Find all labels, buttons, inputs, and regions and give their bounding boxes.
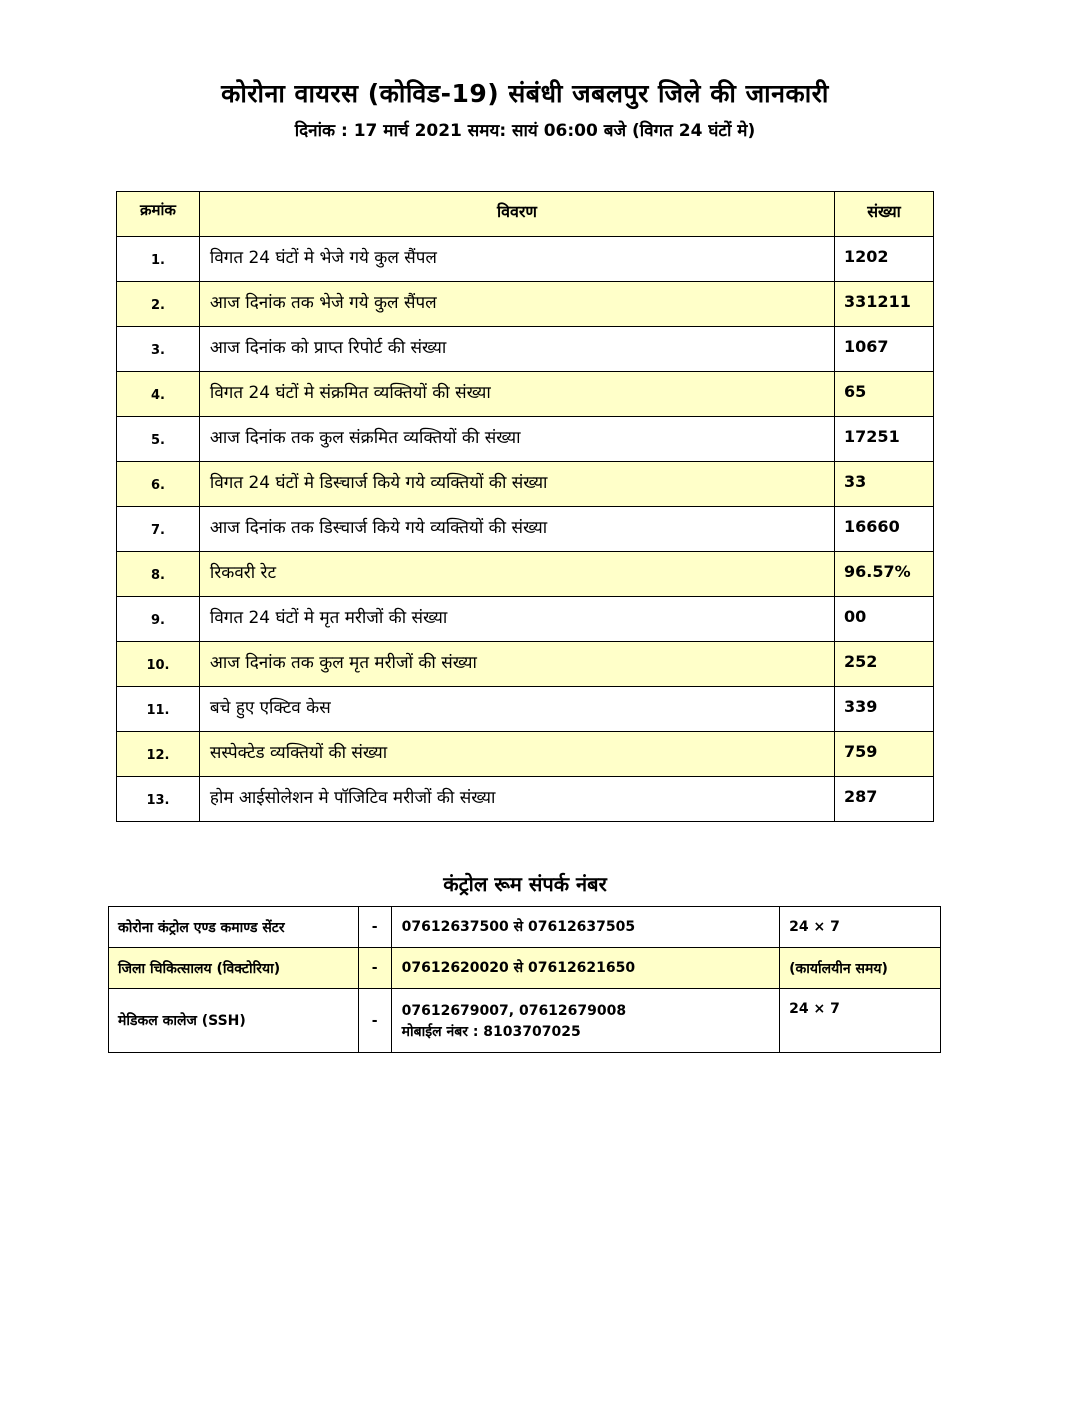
row-number: 8. <box>117 552 200 597</box>
contact-separator: - <box>358 989 391 1053</box>
row-number: 11. <box>117 687 200 732</box>
row-value: 96.57% <box>835 552 934 597</box>
row-description: आज दिनांक तक कुल संक्रमित व्यक्तियों की संख्या <box>199 417 834 462</box>
table-row <box>117 282 934 327</box>
row-number: 5. <box>117 417 200 462</box>
row-description: बचे हुए एक्टिव केस <box>199 687 834 732</box>
row-description: विगत 24 घंटों मे मृत मरीजों की संख्या <box>199 597 834 642</box>
row-value: 33 <box>835 462 934 507</box>
row-value: 339 <box>835 687 934 732</box>
table-row <box>117 327 934 372</box>
row-description: आज दिनांक तक डिस्चार्ज किये गये व्यक्तियों की संख्या <box>199 507 834 552</box>
row-number: 3. <box>117 327 200 372</box>
contact-name: जिला चिकित्सालय (विक्टोरिया) <box>109 948 359 989</box>
table-row <box>117 237 934 282</box>
contact-phone: 07612637500 से 07612637505 <box>401 918 636 935</box>
row-value: 16660 <box>835 507 934 552</box>
contact-separator: - <box>358 907 391 948</box>
contact-hours: 24 × 7 <box>780 907 941 948</box>
control-room-title: कंट्रोल रूम संपर्क नंबर <box>443 872 607 896</box>
row-value: 1202 <box>835 237 934 282</box>
row-description: आज दिनांक तक कुल मृत मरीजों की संख्या <box>199 642 834 687</box>
contact-numbers <box>391 907 780 948</box>
row-value: 331211 <box>835 282 934 327</box>
row-value: 287 <box>835 777 934 822</box>
contact-mobile: मोबाईल नंबर : 8103707025 <box>401 1023 581 1040</box>
header-serial: क्रमांक <box>117 192 200 237</box>
table-row <box>117 597 934 642</box>
contact-row <box>109 907 941 948</box>
row-number: 9. <box>117 597 200 642</box>
row-description: आज दिनांक तक भेजे गये कुल सैंपल <box>199 282 834 327</box>
contact-hours: 24 × 7 <box>780 989 941 1053</box>
contact-name: कोरोना कंट्रोल एण्ड कमाण्ड सेंटर <box>109 907 359 948</box>
table-row <box>117 507 934 552</box>
table-row <box>117 732 934 777</box>
header-count: संख्या <box>835 192 934 237</box>
table-header-row <box>117 192 934 237</box>
table-row <box>117 372 934 417</box>
row-number: 7. <box>117 507 200 552</box>
row-number: 2. <box>117 282 200 327</box>
contact-phone: 07612679007, 07612679008 <box>401 1002 627 1019</box>
table-row <box>117 417 934 462</box>
row-number: 13. <box>117 777 200 822</box>
row-description: सस्पेक्टेड व्यक्तियों की संख्या <box>199 732 834 777</box>
row-number: 4. <box>117 372 200 417</box>
header-description: विवरण <box>199 192 834 237</box>
contact-separator: - <box>358 948 391 989</box>
contact-name: मेडिकल कालेज (SSH) <box>109 989 359 1053</box>
contact-row <box>109 989 941 1053</box>
contact-numbers <box>391 948 780 989</box>
table-row <box>117 642 934 687</box>
row-value: 759 <box>835 732 934 777</box>
table-row <box>117 462 934 507</box>
control-room-table <box>108 906 941 1053</box>
row-value: 00 <box>835 597 934 642</box>
table-row <box>117 687 934 732</box>
row-description: विगत 24 घंटों मे भेजे गये कुल सैंपल <box>199 237 834 282</box>
row-value: 65 <box>835 372 934 417</box>
contact-row <box>109 948 941 989</box>
row-number: 6. <box>117 462 200 507</box>
contact-numbers <box>391 989 780 1053</box>
row-number: 10. <box>117 642 200 687</box>
contact-phone: 07612620020 से 07612621650 <box>401 959 636 976</box>
page-title: कोरोना वायरस (कोविड-19) संबंधी जबलपुर जिले की जानकारी <box>221 79 829 108</box>
row-value: 17251 <box>835 417 934 462</box>
stats-table <box>116 191 934 822</box>
row-number: 12. <box>117 732 200 777</box>
table-row <box>117 777 934 822</box>
row-description: रिकवरी रेट <box>199 552 834 597</box>
row-description: विगत 24 घंटों मे संक्रमित व्यक्तियों की संख्या <box>199 372 834 417</box>
row-value: 252 <box>835 642 934 687</box>
contact-hours: (कार्यालयीन समय) <box>780 948 941 989</box>
row-description: आज दिनांक को प्राप्त रिपोर्ट की संख्या <box>199 327 834 372</box>
row-description: होम आईसोलेशन मे पॉजिटिव मरीजों की संख्या <box>199 777 834 822</box>
row-number: 1. <box>117 237 200 282</box>
row-value: 1067 <box>835 327 934 372</box>
table-row <box>117 552 934 597</box>
page-subtitle: दिनांक : 17 मार्च 2021 समय: सायं 06:00 बजे (विगत 24 घंटों मे) <box>294 121 756 141</box>
row-description: विगत 24 घंटों मे डिस्चार्ज किये गये व्यक्तियों की संख्या <box>199 462 834 507</box>
